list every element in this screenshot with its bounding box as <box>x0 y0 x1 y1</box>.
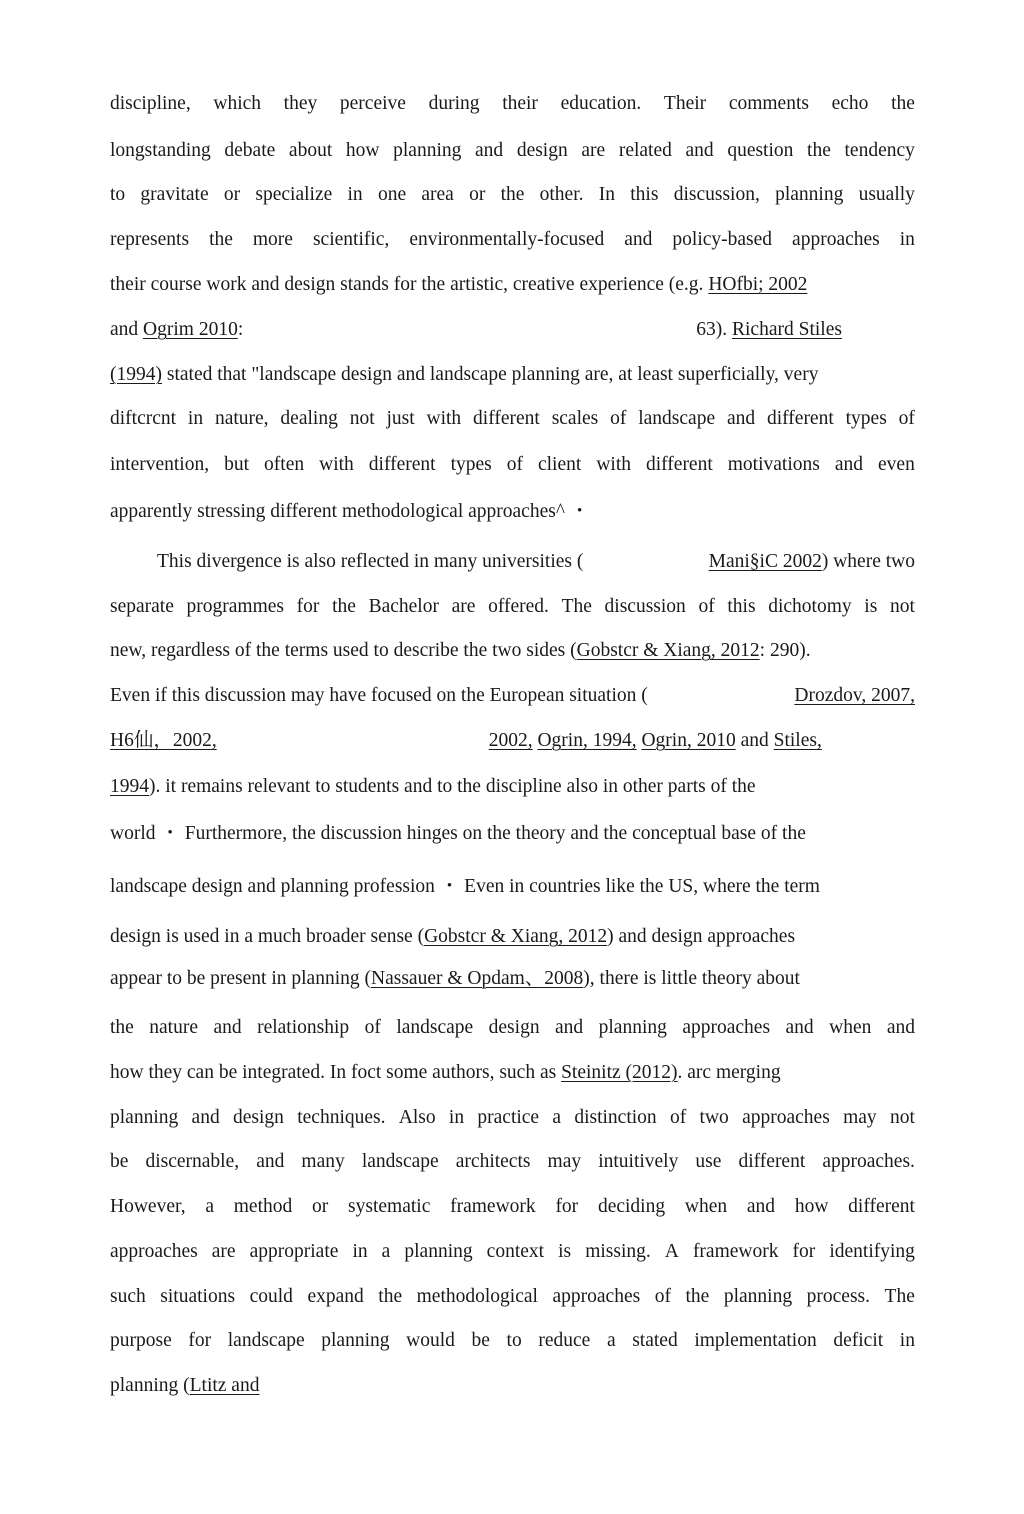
word: about <box>288 140 333 161</box>
word: other. <box>539 184 584 205</box>
text-line <box>110 1150 915 1174</box>
word: even <box>878 454 915 475</box>
word: design <box>516 140 568 161</box>
citation-link[interactable]: Gobstcr & Xiang, 2012 <box>576 640 760 661</box>
word: not <box>889 596 915 617</box>
word: purpose <box>110 1330 172 1351</box>
word: The <box>561 596 592 617</box>
word: when <box>684 1196 728 1217</box>
word: could <box>249 1286 293 1307</box>
word: during <box>428 93 480 114</box>
text-line <box>110 363 915 387</box>
word: their <box>502 93 538 114</box>
text-line <box>110 139 915 163</box>
citation-link[interactable]: Ltitz and <box>189 1375 260 1396</box>
word: planning <box>404 1241 473 1262</box>
word: tendency <box>844 140 915 161</box>
word: and <box>624 229 653 250</box>
word: to <box>506 1330 522 1351</box>
word: just <box>386 408 415 429</box>
word: and <box>256 1151 285 1172</box>
word: discussion <box>604 596 686 617</box>
word: comments <box>728 93 809 114</box>
word: different <box>368 454 436 475</box>
word: planning <box>775 184 844 205</box>
word: discipline, <box>110 93 191 114</box>
word: different <box>848 1196 915 1217</box>
word: approaches <box>742 1107 830 1128</box>
word: approaches <box>110 1241 198 1262</box>
word: client <box>537 454 582 475</box>
word: landscape <box>638 408 716 429</box>
word: appropriate <box>249 1241 339 1262</box>
word: motivations <box>727 454 820 475</box>
text-line <box>110 407 915 431</box>
citation-link[interactable]: Ogrin, 1994, <box>537 730 637 751</box>
word: and <box>834 454 864 475</box>
word: dealing <box>280 408 338 429</box>
body-text: ) and design approaches <box>607 926 796 947</box>
citation-link[interactable]: H6仙，2002, <box>110 730 217 751</box>
text-line <box>110 595 915 619</box>
citation-link[interactable]: Mani§iC 2002 <box>708 551 822 572</box>
text-line <box>110 550 915 574</box>
word: for <box>555 1196 579 1217</box>
body-text: planning ( <box>110 1375 190 1396</box>
word: A <box>664 1241 679 1262</box>
citation-link[interactable]: Steinitz (2012) <box>561 1062 678 1083</box>
word: question <box>727 140 794 161</box>
word: a <box>552 1107 562 1128</box>
word: relationship <box>257 1017 350 1038</box>
word: different <box>766 408 834 429</box>
word: planning <box>110 1107 179 1128</box>
word: be <box>110 1151 129 1172</box>
word: planning <box>393 140 462 161</box>
text-line <box>110 925 915 949</box>
word: landscape <box>227 1330 305 1351</box>
word: discussion, <box>673 184 760 205</box>
word: the <box>332 596 356 617</box>
citation-link[interactable]: Ogrim 2010 <box>143 319 238 340</box>
word: gravitate <box>140 184 209 205</box>
word: stated <box>632 1330 678 1351</box>
word: may <box>547 1151 582 1172</box>
text-line <box>110 729 915 753</box>
word: different <box>645 454 713 475</box>
word: in <box>187 408 204 429</box>
word: approaches <box>792 229 880 250</box>
word: the <box>685 1286 710 1307</box>
word: is <box>558 1241 572 1262</box>
word: process. <box>806 1286 870 1307</box>
citation-link[interactable]: Ogrin, 2010 <box>641 730 736 751</box>
body-text: new, regardless of the terms used to describe the two sides ( <box>110 640 577 661</box>
word: two <box>699 1107 729 1128</box>
word: the <box>110 1017 134 1038</box>
word: planning <box>598 1017 667 1038</box>
word: techniques. <box>297 1107 386 1128</box>
word: approaches. <box>822 1151 915 1172</box>
text-line <box>110 822 915 846</box>
word: when <box>829 1017 872 1038</box>
word: how <box>345 140 380 161</box>
word: more <box>252 229 293 250</box>
text-line <box>110 1106 915 1130</box>
body-text: and <box>735 730 774 751</box>
body-text: their course work and design stands for the artistic, creative experience (e.g. <box>110 274 709 295</box>
body-text: : <box>237 319 244 340</box>
word: types <box>845 408 887 429</box>
word: debate <box>224 140 276 161</box>
word: education. <box>560 93 642 114</box>
text-line <box>110 684 915 708</box>
word: of <box>898 408 915 429</box>
word: dichotomy <box>768 596 852 617</box>
body-text: world ・ Furthermore, the discussion hinges on the theory and the conceptual base of the <box>110 823 806 844</box>
word: landscape <box>396 1017 474 1038</box>
word: perceive <box>339 93 406 114</box>
word: area <box>421 184 454 205</box>
word: a <box>606 1330 616 1351</box>
word: and <box>746 1196 776 1217</box>
word: The <box>884 1286 915 1307</box>
word: approaches <box>552 1286 641 1307</box>
text-line <box>110 273 915 297</box>
word: framework <box>692 1241 779 1262</box>
word: the <box>807 140 831 161</box>
word: to <box>110 184 126 205</box>
word: how <box>794 1196 829 1217</box>
word: related <box>618 140 672 161</box>
text-line <box>110 875 915 899</box>
word: for <box>296 596 320 617</box>
word: practice <box>477 1107 540 1128</box>
word: with <box>319 454 354 475</box>
word: policy-based <box>672 229 773 250</box>
word: Also <box>398 1107 436 1128</box>
word: in <box>899 229 915 250</box>
word: or <box>469 184 486 205</box>
word: design <box>233 1107 284 1128</box>
word: deficit <box>833 1330 884 1351</box>
word: may <box>843 1107 877 1128</box>
word: different <box>473 408 540 429</box>
text-line <box>110 1016 915 1040</box>
word: or <box>223 184 241 205</box>
word: echo <box>831 93 869 114</box>
word: implementation <box>694 1330 817 1351</box>
text-line <box>110 1285 915 1309</box>
word: and <box>213 1017 242 1038</box>
word: use <box>695 1151 722 1172</box>
word: are <box>581 140 606 161</box>
word: and <box>726 408 756 429</box>
word: would <box>406 1330 455 1351</box>
word: they <box>283 93 318 114</box>
body-text: stated that "landscape design and landscape planning are, at least superficially, very <box>162 364 819 385</box>
word: However, <box>110 1196 186 1217</box>
word: usually <box>858 184 915 205</box>
word: of <box>698 596 715 617</box>
text-line <box>110 1329 915 1353</box>
word: in <box>448 1107 465 1128</box>
citation-link[interactable]: Stiles, <box>773 730 822 751</box>
body-text: ), there is little theory about <box>583 968 800 989</box>
word: are <box>211 1241 236 1262</box>
word: methodological <box>416 1286 538 1307</box>
word: different <box>738 1151 806 1172</box>
word: specialize <box>255 184 333 205</box>
word: one <box>377 184 407 205</box>
word: environmentally-focused <box>409 229 605 250</box>
word: but <box>224 454 250 475</box>
word: of <box>364 1017 381 1038</box>
citation-link[interactable]: Gobstcr & Xiang, 2012 <box>424 926 608 947</box>
word: identifying <box>829 1241 915 1262</box>
word: programmes <box>186 596 285 617</box>
word: scientific, <box>312 229 390 250</box>
word: architects <box>455 1151 531 1172</box>
citation-link[interactable]: HOfbi; 2002 <box>708 274 808 295</box>
word: which <box>213 93 262 114</box>
word: approaches <box>682 1017 771 1038</box>
word: diftcrcnt <box>110 408 177 429</box>
body-text: This divergence is also reflected in many universities ( <box>157 551 584 572</box>
word: a <box>381 1241 391 1262</box>
word: Their <box>663 93 707 114</box>
word: nature <box>149 1017 199 1038</box>
word: and <box>555 1017 584 1038</box>
word: situations <box>160 1286 236 1307</box>
body-text: ) where two <box>821 551 915 572</box>
word: systematic <box>348 1196 431 1217</box>
word: are <box>451 596 476 617</box>
body-text: landscape design and planning profession ・ Even in countries like the US, where the term <box>110 876 820 897</box>
word: is <box>864 596 878 617</box>
word: method <box>233 1196 293 1217</box>
text-line <box>110 639 915 663</box>
citation-link[interactable]: Richard Stiles <box>732 319 842 340</box>
word: nature, <box>214 408 269 429</box>
text-line <box>110 500 915 524</box>
word: many <box>301 1151 345 1172</box>
word: offered. <box>488 596 549 617</box>
word: such <box>110 1286 146 1307</box>
citation-link[interactable]: Drozdov, 2007, <box>794 685 915 706</box>
word: not <box>349 408 375 429</box>
word: with <box>596 454 631 475</box>
text-line <box>110 775 915 799</box>
word: of <box>610 408 627 429</box>
word: framework <box>450 1196 536 1217</box>
word: planning <box>321 1330 390 1351</box>
word: intuitively <box>598 1151 679 1172</box>
word: not <box>889 1107 915 1128</box>
word: design <box>488 1017 540 1038</box>
text-line <box>110 1374 915 1398</box>
body-text: how they can be integrated. In foct some authors, such as <box>110 1062 562 1083</box>
word: this <box>727 596 756 617</box>
text-line <box>110 183 915 207</box>
word: and <box>475 140 504 161</box>
text-line <box>110 453 915 477</box>
citation-link[interactable]: (1994) <box>110 364 162 385</box>
text-line <box>110 1061 915 1085</box>
text-line <box>110 1240 915 1264</box>
body-text: design is used in a much broader sense ( <box>110 926 425 947</box>
body-text: apparently stressing different methodological approaches^ ・ <box>110 501 590 522</box>
word: In <box>598 184 616 205</box>
word: and <box>685 140 714 161</box>
word: and <box>191 1107 220 1128</box>
word: in <box>352 1241 368 1262</box>
word: of <box>654 1286 671 1307</box>
word: discernable, <box>145 1151 240 1172</box>
word: or <box>312 1196 329 1217</box>
body-text: Even if this discussion may have focused on the European situation ( <box>110 685 648 706</box>
word: and <box>785 1017 814 1038</box>
text-line <box>110 1195 915 1219</box>
body-text: . arc merging <box>677 1062 781 1083</box>
word: the <box>209 229 233 250</box>
word: the <box>378 1286 403 1307</box>
body-text: 63). <box>696 319 732 340</box>
word: longstanding <box>110 140 211 161</box>
word: often <box>264 454 305 475</box>
word: be <box>471 1330 490 1351</box>
citation-link[interactable]: 2002, <box>488 730 533 751</box>
word: a <box>205 1196 214 1217</box>
body-text: and <box>110 319 144 340</box>
word: scales <box>551 408 599 429</box>
word: for <box>188 1330 212 1351</box>
word: missing. <box>585 1241 651 1262</box>
word: and <box>886 1017 915 1038</box>
word: expand <box>307 1286 364 1307</box>
word: reduce <box>538 1330 591 1351</box>
word: deciding <box>597 1196 666 1217</box>
word: distinction <box>574 1107 657 1128</box>
word: landscape <box>361 1151 439 1172</box>
word: types <box>450 454 492 475</box>
word: of <box>669 1107 687 1128</box>
word: planning <box>723 1286 793 1307</box>
body-text: ). it remains relevant to students and to the discipline also in other parts of the <box>149 776 756 797</box>
citation-link[interactable]: 1994 <box>110 776 149 797</box>
word: this <box>630 184 659 205</box>
word: the <box>500 184 525 205</box>
body-text: : 290). <box>759 640 811 661</box>
word: the <box>891 93 915 114</box>
text-line <box>110 318 915 342</box>
word: Bachelor <box>368 596 439 617</box>
citation-link[interactable]: Nassauer & Opdam、2008 <box>371 968 584 989</box>
word: of <box>506 454 523 475</box>
word: with <box>426 408 462 429</box>
text-line <box>110 92 915 116</box>
word: context <box>486 1241 545 1262</box>
text-line <box>110 967 915 991</box>
word: in <box>347 184 363 205</box>
word: separate <box>110 596 174 617</box>
word: in <box>899 1330 915 1351</box>
body-text: appear to be present in planning ( <box>110 968 371 989</box>
word: intervention, <box>110 454 210 475</box>
word: represents <box>110 229 190 250</box>
word: for <box>792 1241 816 1262</box>
text-line <box>110 228 915 252</box>
